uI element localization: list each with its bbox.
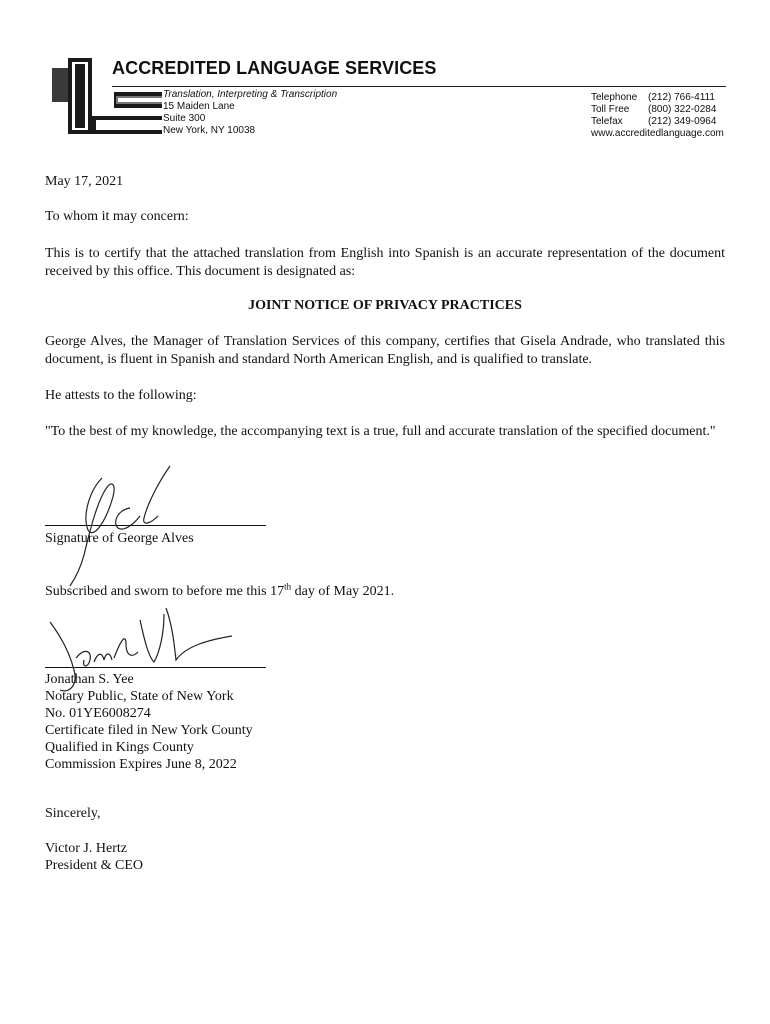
- notary-expiration: Commission Expires June 8, 2022: [45, 757, 237, 772]
- contact-website[interactable]: www.accreditedlanguage.com: [591, 128, 724, 139]
- sworn-statement: Subscribed and sworn to before me this 17th day of May 2021.: [45, 581, 395, 599]
- contact-telephone: Telephone (212) 766-4111: [591, 92, 715, 103]
- closing: Sincerely,: [45, 806, 101, 821]
- company-name: ACCREDITED LANGUAGE SERVICES: [112, 58, 437, 78]
- intro-paragraph: This is to certify that the attached translation from English into Spanish is an accurate representation of the document received by this office. This document is designated as:: [45, 246, 725, 279]
- document-title: JOINT NOTICE OF PRIVACY PRACTICES: [248, 298, 522, 313]
- signer-title: President & CEO: [45, 858, 143, 873]
- address-line: New York, NY 10038: [163, 125, 256, 136]
- company-tagline: Translation, Interpreting & Transcription: [163, 89, 338, 100]
- company-address: [163, 89, 337, 137]
- signature-line: [45, 525, 266, 526]
- signer-block: [45, 840, 143, 874]
- notary-title: Notary Public, State of New York: [45, 689, 234, 704]
- letterhead-rule: [112, 86, 726, 87]
- notary-signature-line: [45, 667, 266, 668]
- attestation-quote: "To the best of my knowledge, the accompanying text is a true, full and accurate translation of the specified document.": [45, 424, 716, 439]
- address-line: Suite 300: [163, 113, 206, 124]
- attest-intro: He attests to the following:: [45, 388, 197, 403]
- letter-date: May 17, 2021: [45, 174, 124, 189]
- signer-name: Victor J. Hertz: [45, 841, 127, 856]
- notary-qualified: Qualified in Kings County: [45, 740, 194, 755]
- address-line: 15 Maiden Lane: [163, 101, 235, 112]
- signature-caption: Signature of George Alves: [45, 531, 194, 546]
- certification-paragraph: George Alves, the Manager of Translation Services of this company, certifies that Gisela Andrade, who translated this document, is fluent in Spanish and standard North American English, and is qualified to translate.: [45, 334, 725, 367]
- notary-number: No. 01YE6008274: [45, 706, 151, 721]
- contact-telefax: Telefax (212) 349-0964: [591, 116, 717, 127]
- company-contacts: [591, 92, 724, 140]
- contact-toll-free: Toll Free (800) 322-0284: [591, 104, 717, 115]
- notary-name: Jonathan S. Yee: [45, 672, 134, 687]
- notary-certificate: Certificate filed in New York County: [45, 723, 253, 738]
- salutation: To whom it may concern:: [45, 209, 189, 224]
- notary-block: [45, 671, 253, 773]
